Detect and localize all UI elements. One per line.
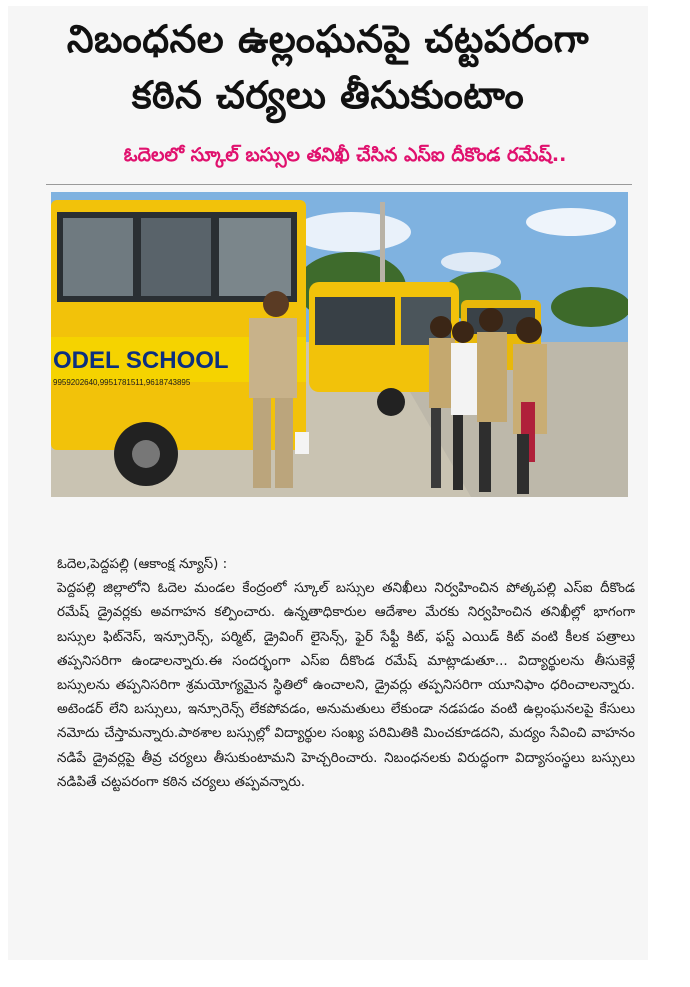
subheadline: ఓదెలలో స్కూల్ బస్సుల తనిఖీ చేసిన ఎస్ఐ దీకొండ రమేష్..	[123, 144, 567, 166]
bus-phone-text: 9959202640,9951781511,9618743895	[53, 378, 191, 387]
news-clipping	[8, 6, 648, 960]
news-photo	[51, 192, 628, 497]
dateline: ఓదెల,పెద్దపల్లి (ఆకాంక్ష న్యూస్) :	[57, 556, 228, 572]
article-text: పెద్దపల్లి జిల్లాలోని ఓదెల మండల కేంద్రంలో స్కూల్ బస్సుల తనిఖీలు నిర్వహించిన పోత్కపల్లి ఎస్ఐ దీకొండ రమేష్ డ్రైవర్లకు అవగాహన కల్పించారు. ఉన్నతాధికారుల ఆదేశాల మేరకు నిర్వహించిన తనిఖీల్లో భాగంగా బస్సుల ఫిట్‌నెస్, ఇన్సూరెన్స్, పర్మిట్, డ్రైవింగ్ లైసెన్స్, ఫైర్ సేఫ్టీ కిట్, ఫస్ట్ ఎయిడ్ కిట్ వంటి కీలక పత్రాలు తప్పనిసరిగా ఉండాలన్నారు.ఈ సందర్భంగా ఎస్ఐ దీకొండ రమేష్ మాట్లాడుతూ... విద్యార్థులను తీసుకెళ్లే బస్సులను తప్పనిసరిగా శ్రమయోగ్యమైన స్థితిలో ఉంచాలని, డ్రైవర్లు తప్పనిసరిగా యూనిఫాం ధరించాలన్నారు. అటెండర్ లేని బస్సులు, ఇన్సూరెన్స్ లేకపోవడం, అనుమతులు లేకుండా నడపడం వంటి ఉల్లంఘనలపై కేసులు నమోదు చేస్తామన్నారు.పాఠశాల బస్సుల్లో విద్యార్థుల సంఖ్య పరిమితికి మించకూడదని, మద్యం సేవించి వాహనం నడిపే డ్రైవర్లపై తీవ్ర చర్యలు తీసుకుంటామని హెచ్చరించారు. నిబంధనలకు విరుద్ధంగా విద్యాసంస్థలు బస్సులు నడిపితే చట్టపరంగా కఠిన చర్యలు తప్పవన్నారు.	[57, 580, 635, 790]
article-body	[57, 552, 635, 794]
headline-line-1: నిబంధనల ఉల్లంఘనపై చట్టపరంగా	[66, 17, 590, 61]
divider	[46, 184, 632, 185]
headline-line-2: కఠిన చర్యలు తీసుకుంటాం	[131, 73, 525, 117]
bus-sign-text: ODEL SCHOOL	[53, 347, 229, 374]
school-bus-inspection-photo	[51, 192, 628, 497]
